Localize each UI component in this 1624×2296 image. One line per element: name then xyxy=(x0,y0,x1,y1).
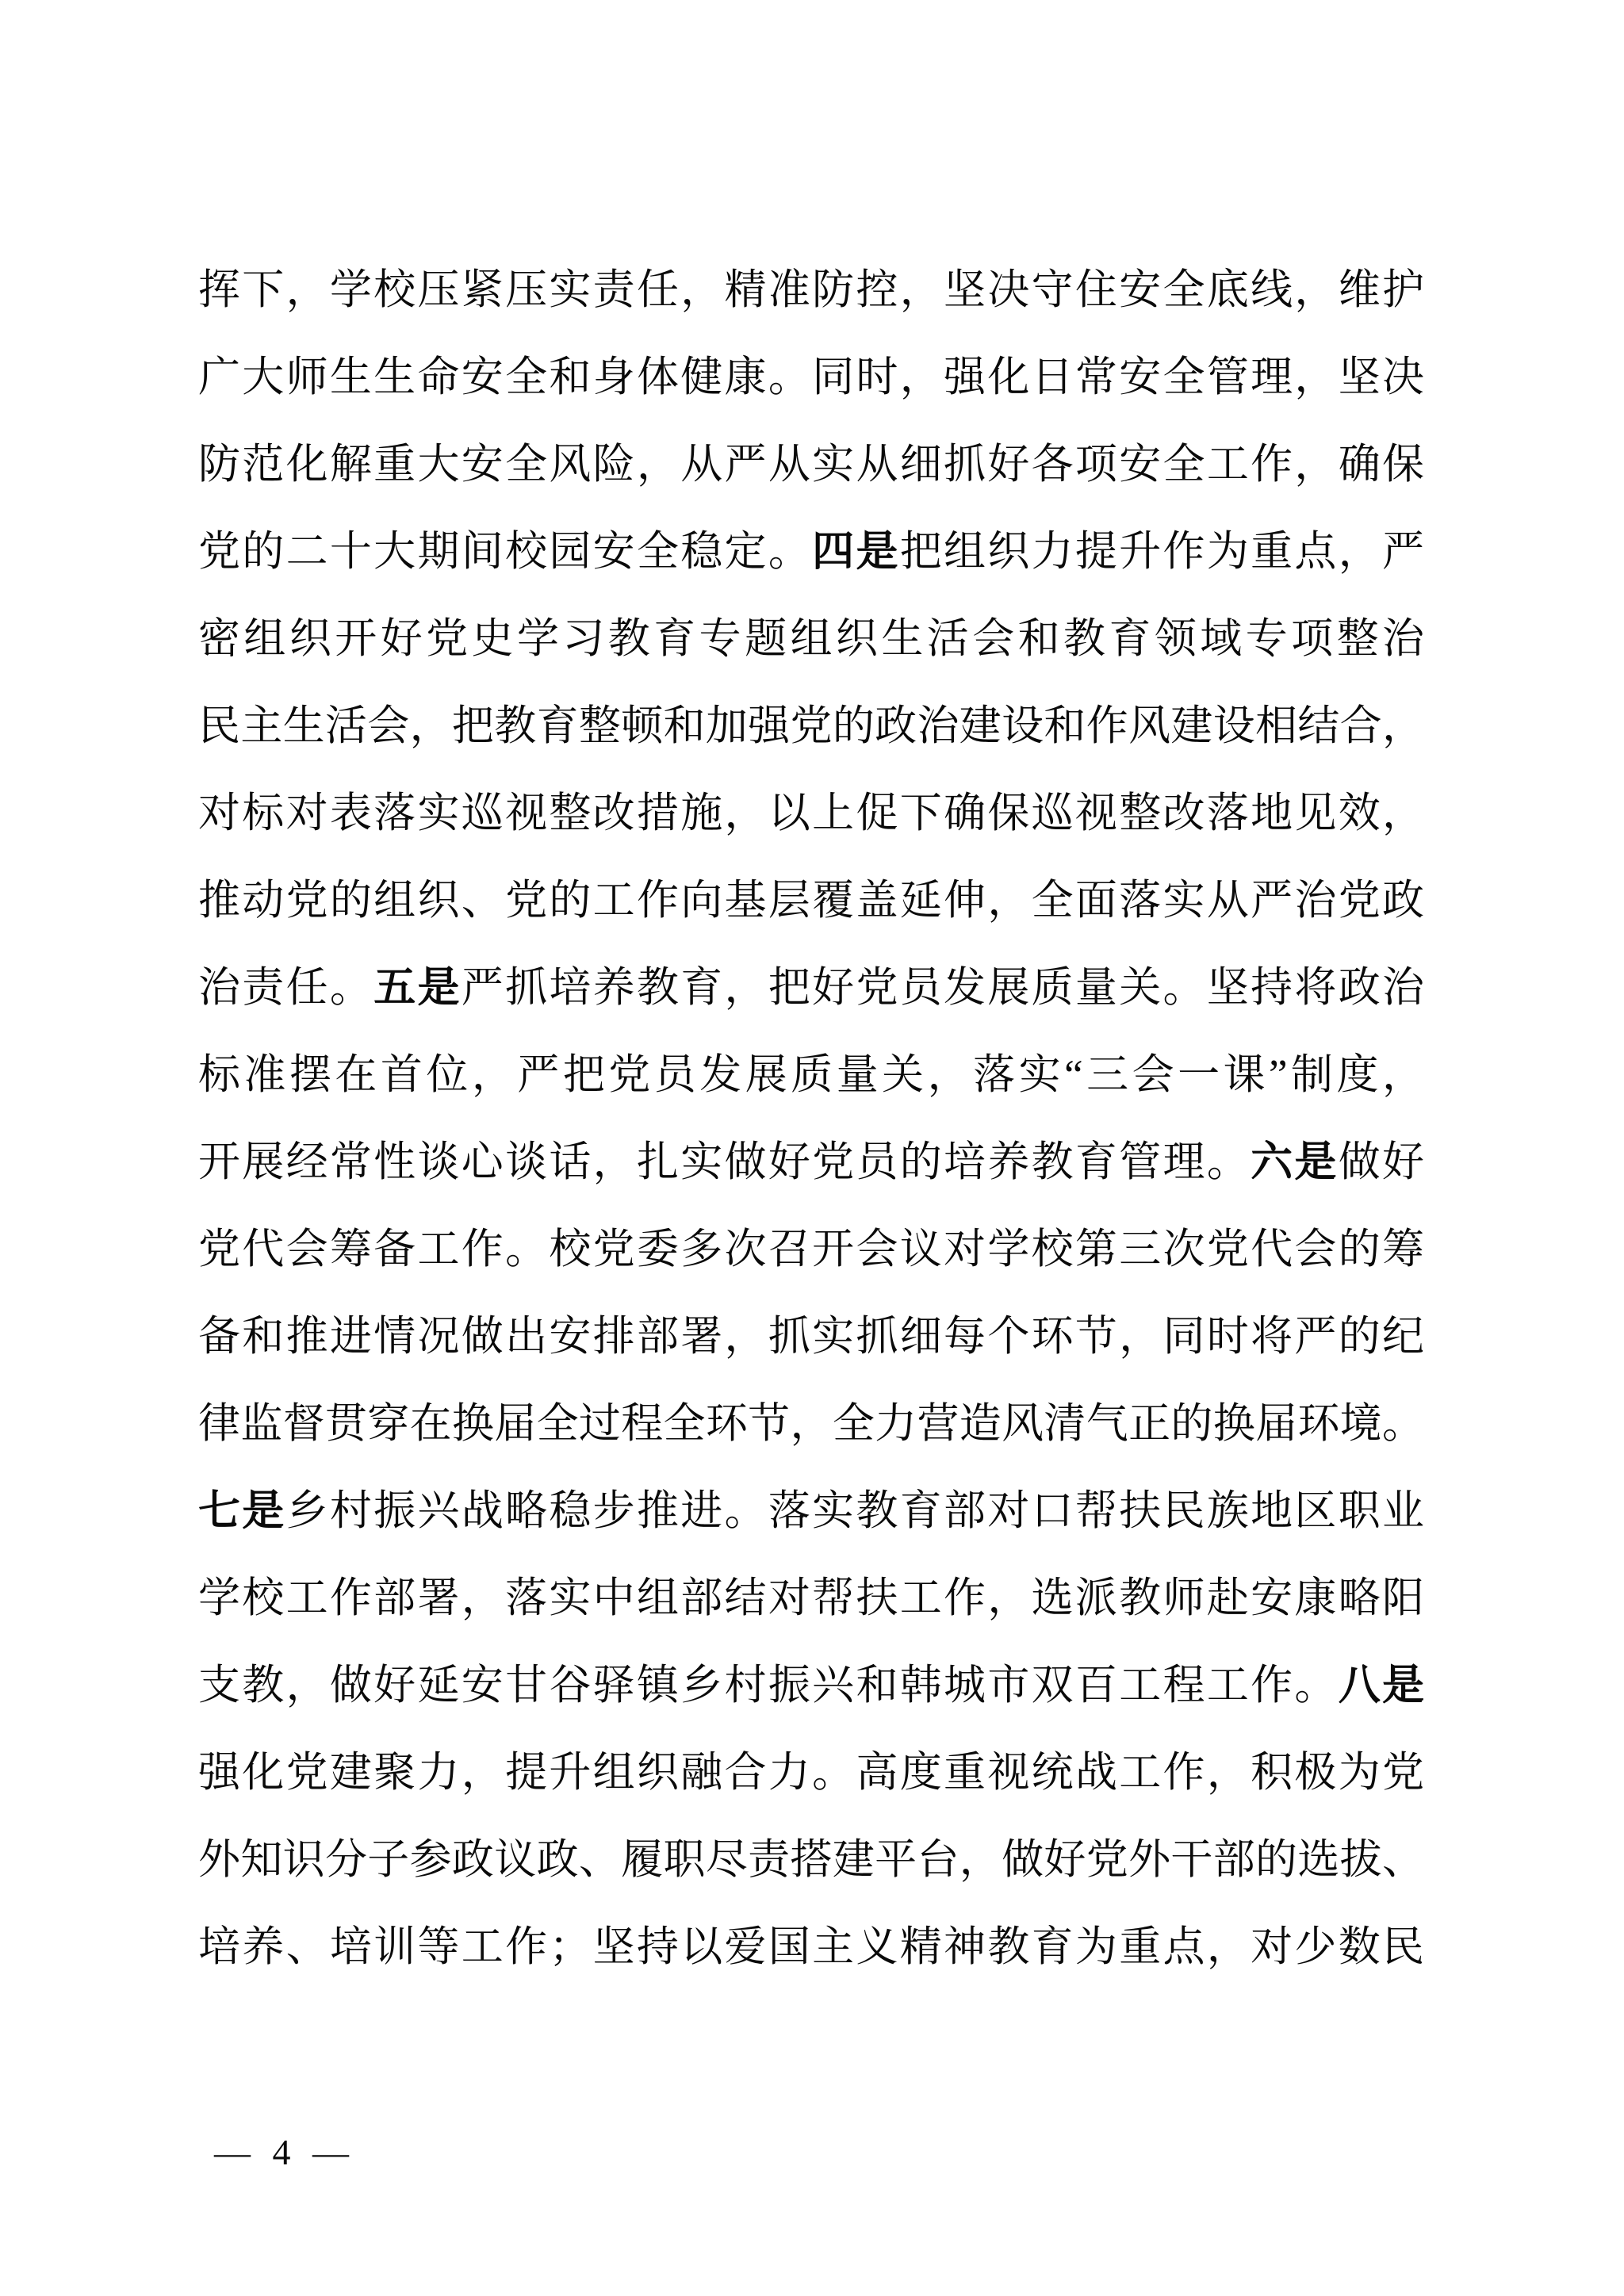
text-run: 把组织力提升作为重点，严 xyxy=(899,529,1425,575)
text-run: 学校工作部署，落实中组部结对帮扶工作，选派教师赴安康略阳 xyxy=(198,1575,1424,1621)
text-line xyxy=(198,1293,1424,1380)
text-line xyxy=(198,508,1424,595)
text-run: 党的二十大期间校园安全稳定。 xyxy=(198,529,813,575)
text-run: 外知识分子参政议政、履职尽责搭建平台，做好党外干部的选拔、 xyxy=(198,1837,1424,1883)
text-run: 党代会筹备工作。校党委多次召开会议对学校第三次党代会的筹 xyxy=(198,1226,1424,1272)
text-line xyxy=(198,421,1424,508)
text-run: 强化党建聚力，提升组织融合力。高度重视统战工作，积极为党 xyxy=(198,1750,1424,1796)
text-line xyxy=(198,1119,1424,1206)
text-line xyxy=(198,1642,1424,1729)
text-line xyxy=(198,1816,1424,1904)
text-line xyxy=(198,944,1424,1031)
text-line xyxy=(198,1468,1424,1555)
page-number: — 4 — xyxy=(214,2132,355,2172)
text-run: 挥下，学校压紧压实责任，精准防控，坚决守住安全底线，维护 xyxy=(198,267,1424,313)
emphasis-run: 六是 xyxy=(1251,1139,1339,1185)
text-run: 标准摆在首位，严把党员发展质量关，落实“三会一课”制度， xyxy=(198,1052,1424,1098)
body-text xyxy=(198,247,1424,1991)
text-run: 防范化解重大安全风险，从严从实从细抓好各项安全工作，确保 xyxy=(198,442,1424,488)
emphasis-run: 八是 xyxy=(1338,1663,1424,1709)
emphasis-run: 四是 xyxy=(812,529,900,575)
text-run: 做好 xyxy=(1338,1139,1425,1185)
text-run: 对标对表落实巡视整改措施，以上促下确保巡视整改落地见效， xyxy=(198,790,1424,836)
text-run: 推动党的组织、党的工作向基层覆盖延伸，全面落实从严治党政 xyxy=(198,878,1424,924)
text-run: 治责任。 xyxy=(198,965,374,1011)
text-run: 培养、培训等工作；坚持以爱国主义精神教育为重点，对少数民 xyxy=(198,1924,1424,1970)
text-line xyxy=(198,1206,1424,1293)
text-run: 广大师生生命安全和身体健康。同时，强化日常安全管理，坚决 xyxy=(198,354,1424,400)
text-run: 严抓培养教育，把好党员发展质量关。坚持将政治 xyxy=(461,965,1425,1011)
text-run: 乡村振兴战略稳步推进。落实教育部对口帮扶民族地区职业 xyxy=(285,1488,1425,1534)
text-line xyxy=(198,683,1424,770)
text-run: 开展经常性谈心谈话，扎实做好党员的培养教育管理。 xyxy=(198,1139,1251,1185)
text-line xyxy=(198,857,1424,944)
text-run: 律监督贯穿在换届全过程全环节，全力营造风清气正的换届环境。 xyxy=(198,1401,1424,1447)
emphasis-run: 五是 xyxy=(373,965,462,1011)
text-run: 民主生活会，把教育整顿和加强党的政治建设和作风建设相结合， xyxy=(198,703,1424,749)
text-line xyxy=(198,334,1424,421)
emphasis-run: 七是 xyxy=(198,1488,286,1534)
text-run: 备和推进情况做出安排部署，抓实抓细每个环节，同时将严的纪 xyxy=(198,1314,1424,1360)
text-run: 支教，做好延安甘谷驿镇乡村振兴和韩城市双百工程工作。 xyxy=(198,1663,1339,1709)
text-line xyxy=(198,1904,1424,1991)
text-line xyxy=(198,770,1424,857)
text-line xyxy=(198,1031,1424,1119)
text-line xyxy=(198,1555,1424,1642)
text-line xyxy=(198,595,1424,683)
text-line xyxy=(198,1380,1424,1468)
text-line xyxy=(198,1729,1424,1816)
text-line xyxy=(198,247,1424,334)
text-run: 密组织开好党史学习教育专题组织生活会和教育领域专项整治 xyxy=(198,616,1424,662)
